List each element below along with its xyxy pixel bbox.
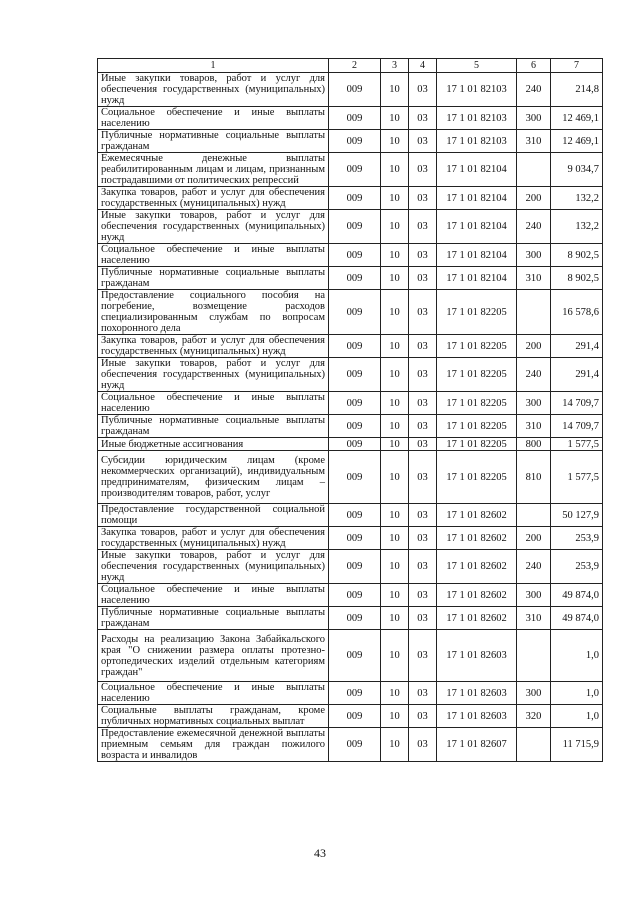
- cell-subsection: 03: [409, 607, 437, 630]
- cell-target-article: 17 1 01 82205: [437, 438, 517, 451]
- cell-ministry-code: 009: [329, 153, 381, 187]
- table-body: [98, 73, 603, 762]
- cell-subsection: 03: [409, 358, 437, 392]
- cell-description: Иные закупки товаров, работ и услуг для обеспечения государственных (муниципальных) нужд: [98, 73, 329, 107]
- cell-target-article: 17 1 01 82205: [437, 335, 517, 358]
- cell-target-article: 17 1 01 82602: [437, 550, 517, 584]
- table-row: [98, 451, 603, 504]
- cell-description: Иные закупки товаров, работ и услуг для обеспечения государственных (муниципальных) нужд: [98, 358, 329, 392]
- table-row: [98, 210, 603, 244]
- cell-description: Закупка товаров, работ и услуг для обеспечения государственных (муниципальных) нужд: [98, 527, 329, 550]
- cell-section: 10: [381, 584, 409, 607]
- cell-amount: 291,4: [551, 335, 603, 358]
- cell-description: Предоставление государственной социальной помощи: [98, 504, 329, 527]
- cell-expense-type: 320: [517, 705, 551, 728]
- cell-ministry-code: 009: [329, 290, 381, 335]
- cell-description: Социальное обеспечение и иные выплаты населению: [98, 244, 329, 267]
- cell-expense-type: [517, 290, 551, 335]
- table-row: [98, 527, 603, 550]
- cell-section: 10: [381, 130, 409, 153]
- column-header: 2: [329, 59, 381, 73]
- cell-expense-type: [517, 630, 551, 682]
- cell-description: Закупка товаров, работ и услуг для обеспечения государственных (муниципальных) нужд: [98, 187, 329, 210]
- cell-expense-type: 300: [517, 392, 551, 415]
- cell-expense-type: 310: [517, 267, 551, 290]
- cell-section: 10: [381, 267, 409, 290]
- cell-expense-type: 300: [517, 584, 551, 607]
- cell-target-article: 17 1 01 82104: [437, 244, 517, 267]
- table-row: [98, 438, 603, 451]
- cell-subsection: 03: [409, 335, 437, 358]
- table-row: [98, 682, 603, 705]
- cell-amount: 1,0: [551, 630, 603, 682]
- table-row: [98, 267, 603, 290]
- cell-section: 10: [381, 244, 409, 267]
- table-row: [98, 335, 603, 358]
- cell-subsection: 03: [409, 550, 437, 584]
- column-header: 6: [517, 59, 551, 73]
- cell-ministry-code: 009: [329, 504, 381, 527]
- table-row: [98, 187, 603, 210]
- cell-subsection: 03: [409, 290, 437, 335]
- cell-target-article: 17 1 01 82103: [437, 130, 517, 153]
- cell-description: Иные закупки товаров, работ и услуг для обеспечения государственных (муниципальных) нужд: [98, 550, 329, 584]
- cell-expense-type: 300: [517, 244, 551, 267]
- cell-amount: 132,2: [551, 187, 603, 210]
- table-row: [98, 244, 603, 267]
- cell-ministry-code: 009: [329, 107, 381, 130]
- table-row: [98, 705, 603, 728]
- cell-section: 10: [381, 187, 409, 210]
- cell-amount: 14 709,7: [551, 415, 603, 438]
- cell-amount: 132,2: [551, 210, 603, 244]
- column-header: 7: [551, 59, 603, 73]
- cell-expense-type: 240: [517, 550, 551, 584]
- cell-expense-type: 200: [517, 187, 551, 210]
- cell-description: Социальные выплаты гражданам, кроме публичных нормативных социальных выплат: [98, 705, 329, 728]
- cell-expense-type: 200: [517, 527, 551, 550]
- cell-target-article: 17 1 01 82602: [437, 504, 517, 527]
- cell-ministry-code: 009: [329, 728, 381, 762]
- cell-target-article: 17 1 01 82603: [437, 630, 517, 682]
- cell-amount: 291,4: [551, 358, 603, 392]
- cell-ministry-code: 009: [329, 527, 381, 550]
- cell-target-article: 17 1 01 82104: [437, 210, 517, 244]
- cell-subsection: 03: [409, 630, 437, 682]
- cell-ministry-code: 009: [329, 630, 381, 682]
- cell-expense-type: 240: [517, 210, 551, 244]
- cell-description: Иные бюджетные ассигнования: [98, 438, 329, 451]
- cell-expense-type: 240: [517, 358, 551, 392]
- cell-amount: 11 715,9: [551, 728, 603, 762]
- cell-subsection: 03: [409, 244, 437, 267]
- cell-target-article: 17 1 01 82104: [437, 267, 517, 290]
- cell-target-article: 17 1 01 82205: [437, 451, 517, 504]
- cell-section: 10: [381, 438, 409, 451]
- cell-expense-type: 310: [517, 130, 551, 153]
- cell-amount: 214,8: [551, 73, 603, 107]
- column-header: 4: [409, 59, 437, 73]
- cell-expense-type: 310: [517, 415, 551, 438]
- cell-amount: 1 577,5: [551, 451, 603, 504]
- cell-target-article: 17 1 01 82205: [437, 290, 517, 335]
- cell-ministry-code: 009: [329, 267, 381, 290]
- cell-amount: 50 127,9: [551, 504, 603, 527]
- cell-expense-type: 240: [517, 73, 551, 107]
- cell-ministry-code: 009: [329, 415, 381, 438]
- cell-section: 10: [381, 392, 409, 415]
- cell-ministry-code: 009: [329, 607, 381, 630]
- cell-section: 10: [381, 527, 409, 550]
- cell-subsection: 03: [409, 130, 437, 153]
- cell-description: Иные закупки товаров, работ и услуг для обеспечения государственных (муниципальных) нужд: [98, 210, 329, 244]
- cell-section: 10: [381, 550, 409, 584]
- cell-ministry-code: 009: [329, 705, 381, 728]
- cell-expense-type: [517, 504, 551, 527]
- cell-ministry-code: 009: [329, 73, 381, 107]
- cell-subsection: 03: [409, 210, 437, 244]
- cell-amount: 1,0: [551, 682, 603, 705]
- cell-subsection: 03: [409, 728, 437, 762]
- cell-subsection: 03: [409, 392, 437, 415]
- cell-section: 10: [381, 210, 409, 244]
- cell-expense-type: 800: [517, 438, 551, 451]
- table-row: [98, 550, 603, 584]
- cell-section: 10: [381, 153, 409, 187]
- cell-amount: 14 709,7: [551, 392, 603, 415]
- cell-amount: 253,9: [551, 550, 603, 584]
- cell-section: 10: [381, 607, 409, 630]
- table-row: [98, 630, 603, 682]
- cell-section: 10: [381, 728, 409, 762]
- cell-section: 10: [381, 682, 409, 705]
- cell-target-article: 17 1 01 82607: [437, 728, 517, 762]
- cell-target-article: 17 1 01 82104: [437, 187, 517, 210]
- cell-section: 10: [381, 290, 409, 335]
- cell-expense-type: 300: [517, 107, 551, 130]
- cell-target-article: 17 1 01 82603: [437, 682, 517, 705]
- cell-ministry-code: 009: [329, 682, 381, 705]
- cell-expense-type: 300: [517, 682, 551, 705]
- table-row: [98, 607, 603, 630]
- cell-ministry-code: 009: [329, 392, 381, 415]
- cell-target-article: 17 1 01 82103: [437, 73, 517, 107]
- cell-target-article: 17 1 01 82104: [437, 153, 517, 187]
- cell-target-article: 17 1 01 82103: [437, 107, 517, 130]
- column-header: 5: [437, 59, 517, 73]
- cell-section: 10: [381, 73, 409, 107]
- cell-ministry-code: 009: [329, 584, 381, 607]
- cell-expense-type: 200: [517, 335, 551, 358]
- cell-amount: 1,0: [551, 705, 603, 728]
- cell-target-article: 17 1 01 82603: [437, 705, 517, 728]
- cell-amount: 12 469,1: [551, 107, 603, 130]
- cell-subsection: 03: [409, 267, 437, 290]
- cell-amount: 8 902,5: [551, 244, 603, 267]
- cell-subsection: 03: [409, 451, 437, 504]
- table-row: [98, 73, 603, 107]
- cell-description: Ежемесячные денежные выплаты реабилитированным лицам и лицам, признанным пострадавшими от политических репрессий: [98, 153, 329, 187]
- cell-amount: 1 577,5: [551, 438, 603, 451]
- column-header: 3: [381, 59, 409, 73]
- cell-expense-type: 810: [517, 451, 551, 504]
- cell-amount: 253,9: [551, 527, 603, 550]
- cell-section: 10: [381, 504, 409, 527]
- cell-ministry-code: 009: [329, 210, 381, 244]
- cell-expense-type: 310: [517, 607, 551, 630]
- table-row: [98, 290, 603, 335]
- cell-description: Публичные нормативные социальные выплаты гражданам: [98, 130, 329, 153]
- cell-subsection: 03: [409, 584, 437, 607]
- table-row: [98, 584, 603, 607]
- cell-ministry-code: 009: [329, 130, 381, 153]
- cell-subsection: 03: [409, 415, 437, 438]
- cell-subsection: 03: [409, 682, 437, 705]
- table-row: [98, 728, 603, 762]
- budget-table: [97, 58, 603, 762]
- cell-description: Публичные нормативные социальные выплаты гражданам: [98, 415, 329, 438]
- cell-amount: 16 578,6: [551, 290, 603, 335]
- cell-section: 10: [381, 451, 409, 504]
- cell-ministry-code: 009: [329, 451, 381, 504]
- cell-target-article: 17 1 01 82205: [437, 358, 517, 392]
- cell-amount: 12 469,1: [551, 130, 603, 153]
- cell-section: 10: [381, 705, 409, 728]
- cell-ministry-code: 009: [329, 335, 381, 358]
- cell-target-article: 17 1 01 82602: [437, 607, 517, 630]
- cell-section: 10: [381, 335, 409, 358]
- cell-description: Социальное обеспечение и иные выплаты населению: [98, 682, 329, 705]
- cell-subsection: 03: [409, 504, 437, 527]
- table-row: [98, 153, 603, 187]
- cell-ministry-code: 009: [329, 244, 381, 267]
- cell-subsection: 03: [409, 73, 437, 107]
- cell-amount: 49 874,0: [551, 607, 603, 630]
- cell-target-article: 17 1 01 82602: [437, 584, 517, 607]
- cell-subsection: 03: [409, 438, 437, 451]
- table-row: [98, 107, 603, 130]
- cell-subsection: 03: [409, 527, 437, 550]
- cell-target-article: 17 1 01 82602: [437, 527, 517, 550]
- cell-description: Субсидии юридическим лицам (кроме некоммерческих организаций), индивидуальным предпринимателям, физическим лицам – производителям товаров, работ, услуг: [98, 451, 329, 504]
- cell-description: Социальное обеспечение и иные выплаты населению: [98, 584, 329, 607]
- cell-target-article: 17 1 01 82205: [437, 392, 517, 415]
- cell-amount: 9 034,7: [551, 153, 603, 187]
- cell-subsection: 03: [409, 153, 437, 187]
- cell-amount: 8 902,5: [551, 267, 603, 290]
- cell-description: Публичные нормативные социальные выплаты гражданам: [98, 607, 329, 630]
- cell-description: Расходы на реализацию Закона Забайкальского края "О снижении размера оплаты протезно-ортопедических изделий отдельным категориям граждан": [98, 630, 329, 682]
- cell-description: Социальное обеспечение и иные выплаты населению: [98, 392, 329, 415]
- cell-description: Социальное обеспечение и иные выплаты населению: [98, 107, 329, 130]
- cell-amount: 49 874,0: [551, 584, 603, 607]
- cell-subsection: 03: [409, 705, 437, 728]
- cell-ministry-code: 009: [329, 187, 381, 210]
- cell-expense-type: [517, 153, 551, 187]
- header-row: [98, 59, 603, 73]
- cell-description: Закупка товаров, работ и услуг для обеспечения государственных (муниципальных) нужд: [98, 335, 329, 358]
- cell-description: Предоставление ежемесячной денежной выплаты приемным семьям для граждан пожилого возраста и инвалидов: [98, 728, 329, 762]
- cell-description: Публичные нормативные социальные выплаты гражданам: [98, 267, 329, 290]
- cell-ministry-code: 009: [329, 550, 381, 584]
- column-header: 1: [98, 59, 329, 73]
- cell-description: Предоставление социального пособия на погребение, возмещение расходов специализированным службам по вопросам похоронного дела: [98, 290, 329, 335]
- cell-section: 10: [381, 358, 409, 392]
- cell-target-article: 17 1 01 82205: [437, 415, 517, 438]
- table-row: [98, 415, 603, 438]
- page-number: 43: [314, 846, 326, 860]
- table-row: [98, 392, 603, 415]
- cell-subsection: 03: [409, 107, 437, 130]
- table-row: [98, 358, 603, 392]
- cell-ministry-code: 009: [329, 358, 381, 392]
- cell-subsection: 03: [409, 187, 437, 210]
- table-row: [98, 130, 603, 153]
- cell-expense-type: [517, 728, 551, 762]
- cell-ministry-code: 009: [329, 438, 381, 451]
- cell-section: 10: [381, 630, 409, 682]
- table-row: [98, 504, 603, 527]
- cell-section: 10: [381, 107, 409, 130]
- cell-section: 10: [381, 415, 409, 438]
